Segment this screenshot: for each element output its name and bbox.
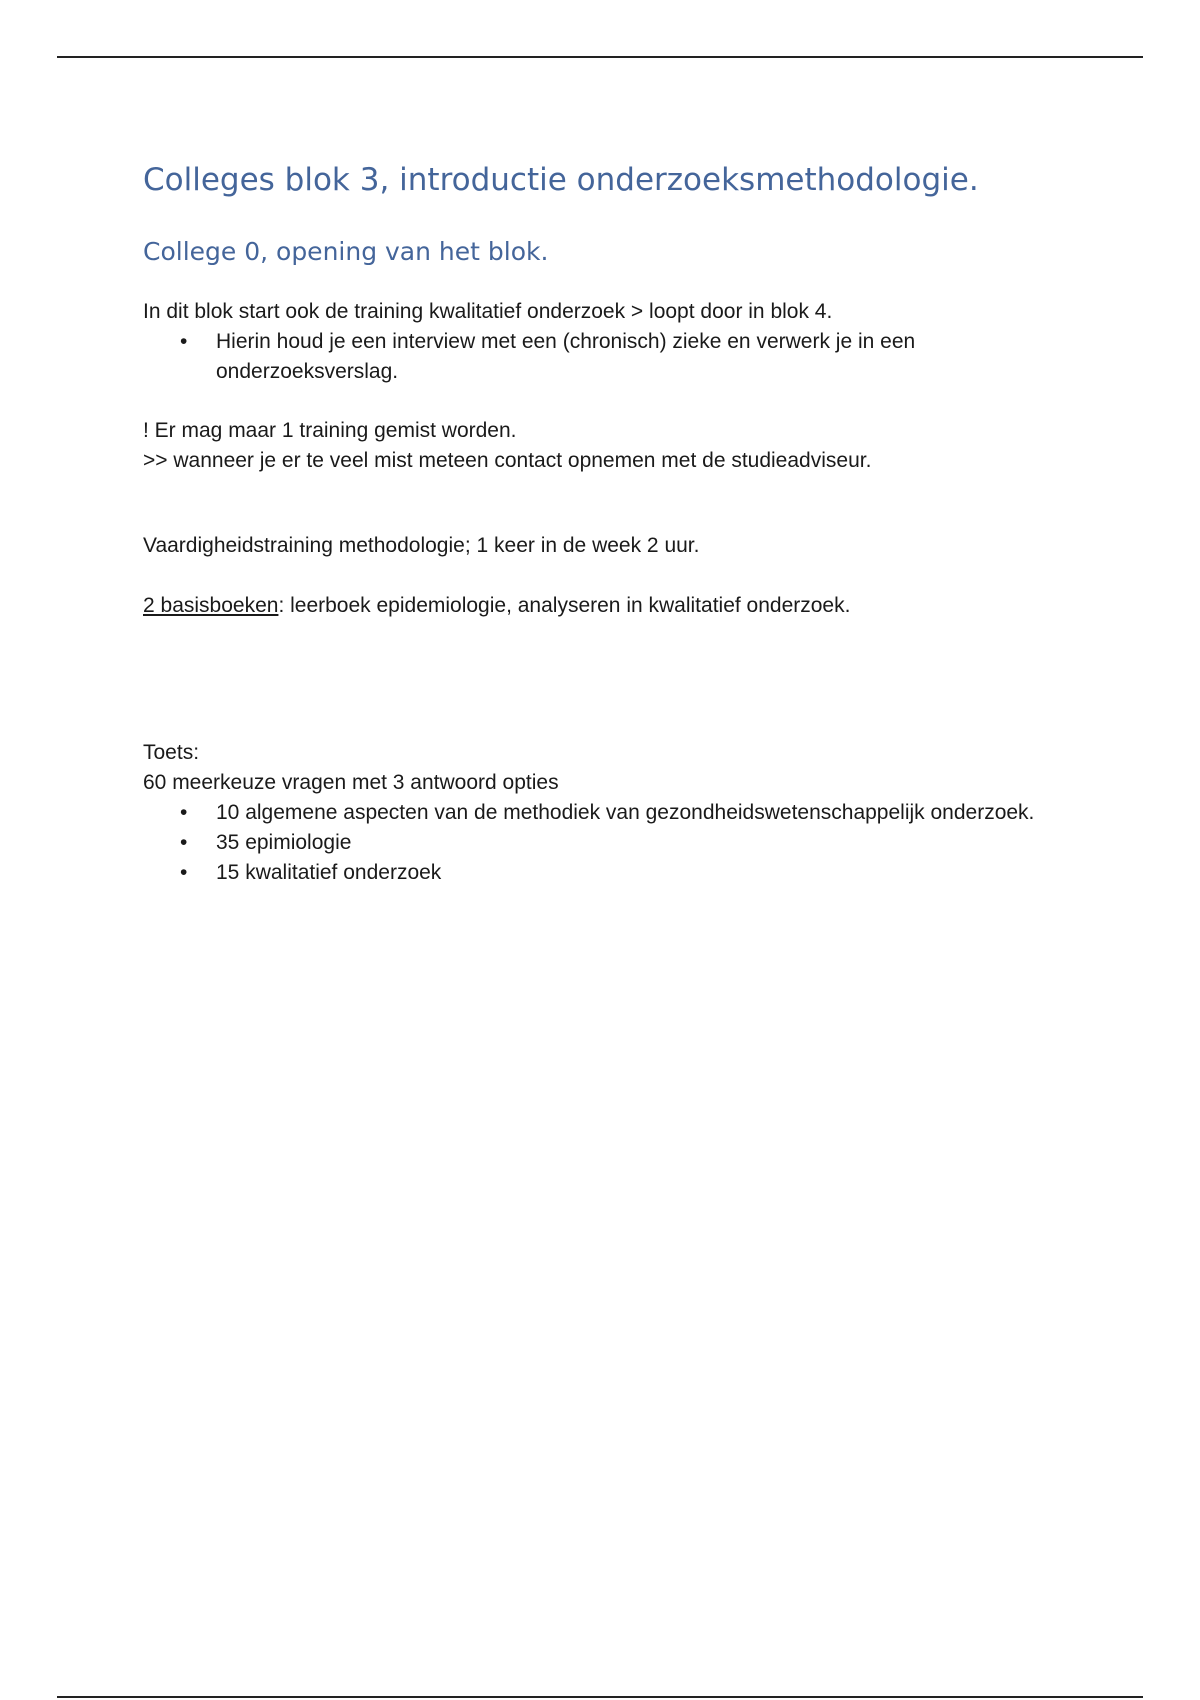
bullet-icon: • — [180, 831, 188, 854]
section-heading: College 0, opening van het blok. — [143, 237, 549, 266]
list-item — [143, 828, 1043, 858]
exam-paragraph: 60 meerkeuze vragen met 3 antwoord opties — [143, 771, 559, 794]
footer-rule — [57, 1696, 1143, 1698]
books-label: 2 basisboeken — [143, 594, 279, 617]
bullet-icon: • — [180, 861, 188, 884]
header-rule — [57, 56, 1143, 58]
list-item — [143, 327, 1043, 387]
skills-paragraph: Vaardigheidstraining methodologie; 1 keer in de week 2 uur. — [143, 534, 700, 557]
contact-paragraph: >> wanneer je er te veel mist meteen contact opnemen met de studieadviseur. — [143, 449, 872, 472]
books-paragraph — [143, 591, 1043, 621]
books-text: : leerboek epidemiologie, analyseren in kwalitatief onderzoek. — [278, 594, 851, 617]
document-body — [143, 160, 1043, 888]
bullet-icon: • — [180, 801, 188, 824]
document-title: Colleges blok 3, introductie onderzoeksmethodologie. — [143, 162, 979, 198]
list-item — [143, 798, 1043, 828]
bullet-icon: • — [180, 330, 188, 353]
exam-heading: Toets: — [143, 741, 200, 764]
list-item-text: 15 kwalitatief onderzoek — [216, 861, 442, 884]
list-item — [143, 858, 1043, 888]
intro-paragraph: In dit blok start ook de training kwalitatief onderzoek > loopt door in blok 4. — [143, 300, 833, 323]
exam-bullet-list — [143, 798, 1043, 888]
list-item-text: 35 epimiologie — [216, 831, 352, 854]
intro-bullet-list — [143, 327, 1043, 387]
list-item-text: 10 algemene aspecten van de methodiek van gezondheidswetenschappelijk onderzoek. — [216, 801, 1035, 824]
warning-paragraph: ! Er mag maar 1 training gemist worden. — [143, 419, 517, 442]
list-item-text: Hierin houd je een interview met een (chronisch) zieke en verwerk je in een onderzoeksverslag. — [216, 330, 916, 383]
